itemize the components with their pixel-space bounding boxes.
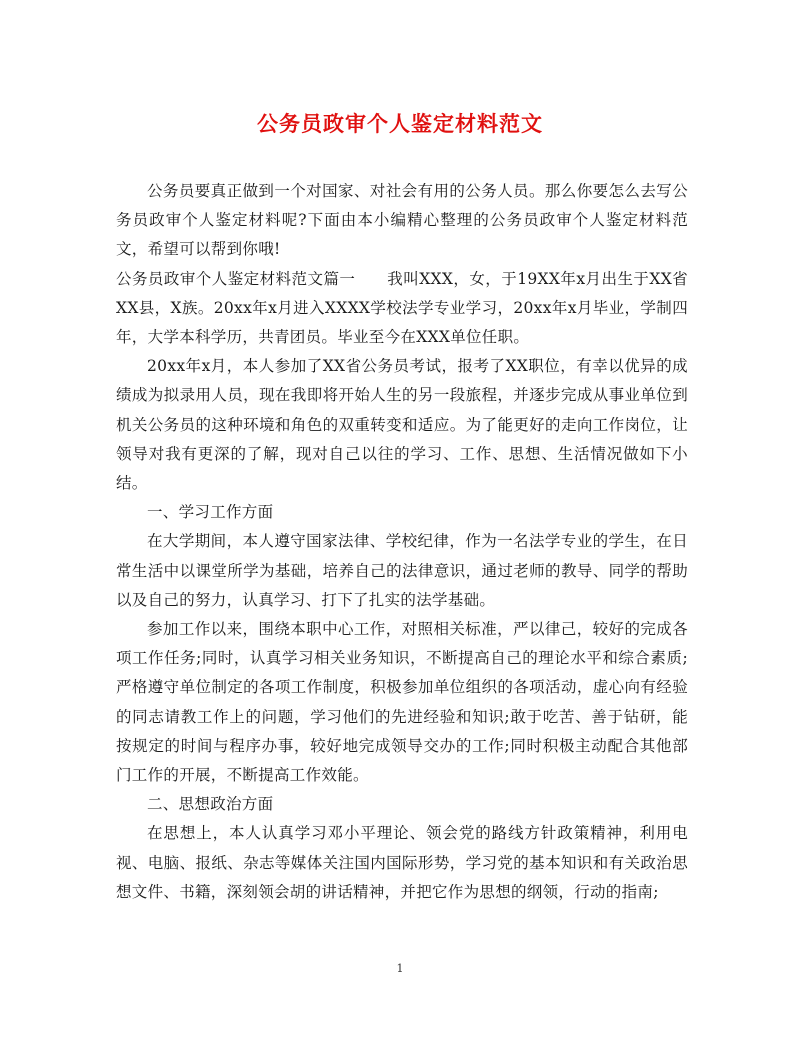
section-heading-politics: 二、思想政治方面 — [147, 795, 274, 814]
document-body — [116, 177, 688, 907]
intro-paragraph: 公务员要真正做到一个对国家、对社会有用的公务人员。那么你要怎么去写公务员政审个人鉴定材料呢?下面由本小编精心整理的公务员政审个人鉴定材料范文，希望可以帮到你哦! — [116, 182, 688, 259]
politics-paragraph: 在思想上，本人认真学习邓小平理论、领会党的路线方针政策精神，利用电视、电脑、报纸、杂志等媒体关注国内国际形势，学习党的基本知识和有关政治思想文件、书籍，深刻领会胡的讲话精神，并把它作为思想的纲领，行动的指南; — [116, 824, 688, 901]
work-paragraph: 参加工作以来，围绕本职中心工作，对照相关标准，严以律己，较好的完成各项工作任务;同时，认真学习相关业务知识，不断提高自己的理论水平和综合素质;严格遵守单位制定的各项工作制度，积极参加单位组织的各项活动，虚心向有经验的同志请教工作上的问题，学习他们的先进经验和知识;敢于吃苦、善于钻研，能按规定的时间与程序办事，较好地完成领导交办的工作;同时积极主动配合其他部门工作的开展，不断提高工作效能。 — [116, 620, 688, 785]
document-title: 公务员政审个人鉴定材料范文 — [257, 111, 543, 136]
university-paragraph: 在大学期间，本人遵守国家法律、学校纪律，作为一名法学专业的学生，在日常生活中以课堂所学为基础，培养自己的法律意识，通过老师的教导、同学的帮助以及自己的努力，认真学习、打下了扎实的法学基础。 — [116, 532, 688, 609]
sample-one-paragraph: 公务员政审个人鉴定材料范文篇一 我叫XXX，女，于19XX年x月出生于XX省XX县，X族。20xx年x月进入XXXX学校法学专业学习，20xx年x月毕业，学制四年，大学本科学历，共青团员。毕业至今在XXX单位任职。 — [116, 269, 688, 347]
section-heading-study-work: 一、学习工作方面 — [147, 503, 274, 522]
exam-paragraph: 20xx年x月，本人参加了XX省公务员考试，报考了XX职位，有幸以优异的成绩成为拟录用人员，现在我即将开始人生的另一段旅程，并逐步完成从事业单位到机关公务员的这种环境和角色的双重转变和适应。为了能更好的走向工作岗位，让领导对我有更深的了解，现对自己以往的学习、工作、思想、生活情况做如下小结。 — [116, 357, 688, 493]
page-number: 1 — [396, 962, 404, 975]
